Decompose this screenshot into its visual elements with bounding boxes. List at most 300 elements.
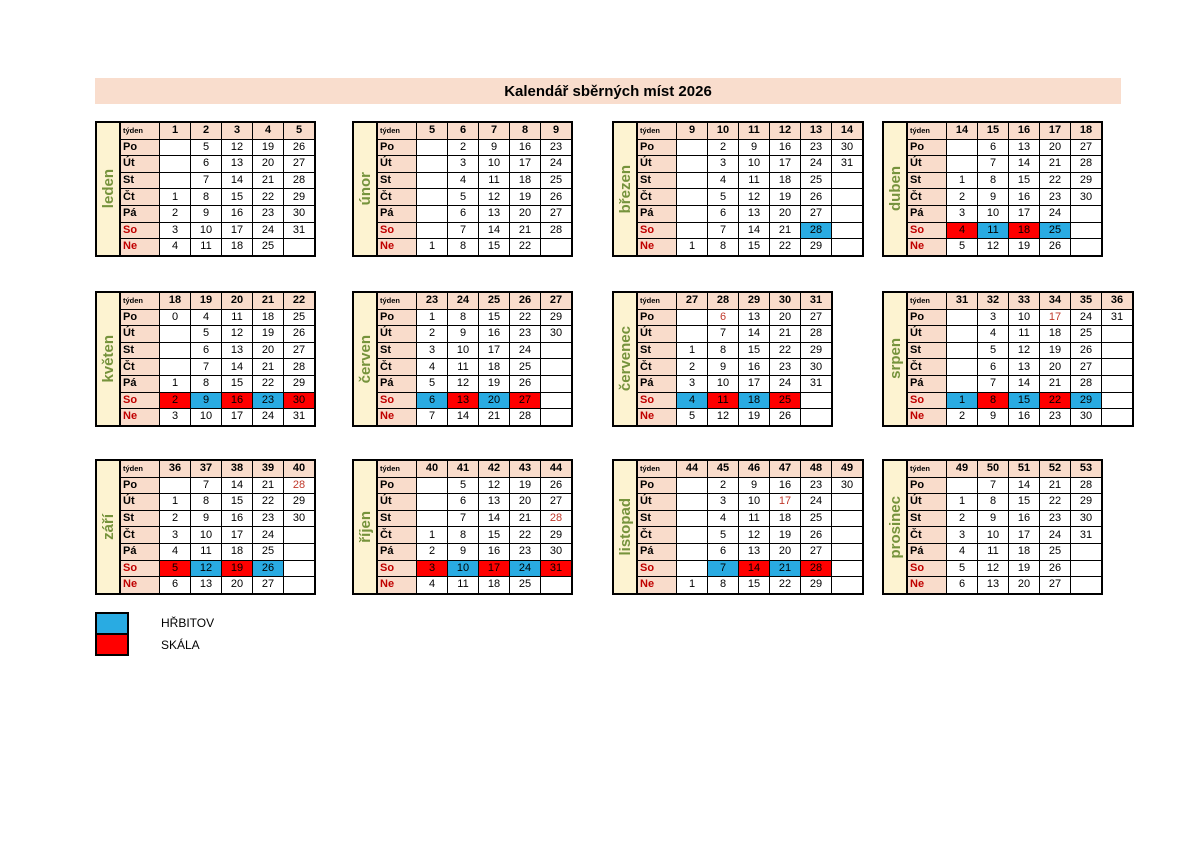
month-table <box>906 121 1103 257</box>
day-cell <box>677 205 708 222</box>
day-row-čt <box>907 527 1102 544</box>
day-cell <box>677 139 708 156</box>
day-cell: 17 <box>1040 309 1071 326</box>
week-number: 23 <box>417 292 448 309</box>
day-cell: 29 <box>284 494 316 511</box>
day-cell: 17 <box>739 375 770 392</box>
day-cell: 15 <box>739 239 770 256</box>
day-label: Po <box>377 477 417 494</box>
day-cell: 16 <box>1009 510 1040 527</box>
day-row-pá <box>637 375 832 392</box>
day-row-po <box>377 139 572 156</box>
day-row-út <box>377 156 572 173</box>
day-cell: 14 <box>1009 477 1040 494</box>
day-cell: 27 <box>541 205 573 222</box>
week-header-label: týden <box>907 460 947 477</box>
day-cell: 14 <box>739 326 770 343</box>
day-row-út <box>377 326 572 343</box>
day-cell: 3 <box>160 222 191 239</box>
day-cell: 16 <box>739 359 770 376</box>
day-cell: 23 <box>801 477 832 494</box>
day-cell: 7 <box>191 359 222 376</box>
day-cell: 29 <box>1071 172 1103 189</box>
week-number: 44 <box>677 460 708 477</box>
day-cell-skala: 3 <box>417 560 448 577</box>
day-label: So <box>377 392 417 409</box>
day-cell: 27 <box>801 543 832 560</box>
day-cell: 3 <box>160 409 191 426</box>
day-cell: 8 <box>448 527 479 544</box>
month-table <box>119 459 316 595</box>
day-cell: 25 <box>1040 543 1071 560</box>
day-label: St <box>377 172 417 189</box>
day-cell: 3 <box>677 375 708 392</box>
day-cell: 7 <box>191 477 222 494</box>
month-name: prosinec <box>886 495 904 559</box>
day-cell-skala: 8 <box>978 392 1009 409</box>
day-cell: 28 <box>1071 477 1103 494</box>
day-cell: 19 <box>253 326 284 343</box>
day-cell: 10 <box>191 409 222 426</box>
day-cell: 4 <box>160 543 191 560</box>
day-cell <box>160 359 191 376</box>
day-cell <box>677 543 708 560</box>
day-label: So <box>637 392 677 409</box>
day-cell: 22 <box>1040 494 1071 511</box>
day-cell: 7 <box>417 409 448 426</box>
week-number: 17 <box>1040 122 1071 139</box>
day-cell: 14 <box>479 222 510 239</box>
day-cell: 24 <box>770 375 801 392</box>
month-name: říjen <box>356 511 374 543</box>
day-cell: 24 <box>541 156 573 173</box>
day-row-pá <box>377 375 572 392</box>
day-cell: 28 <box>801 326 833 343</box>
day-label: So <box>377 222 417 239</box>
day-cell-hrbitov: 20 <box>479 392 510 409</box>
day-label: Pá <box>637 205 677 222</box>
day-row-ne <box>907 577 1102 594</box>
month-name-cell <box>95 121 119 257</box>
week-header-row <box>637 460 863 477</box>
day-cell: 17 <box>222 527 253 544</box>
day-cell <box>160 477 191 494</box>
day-row-po <box>120 309 315 326</box>
month-name-cell <box>612 459 636 595</box>
day-label: Pá <box>377 543 417 560</box>
week-number: 12 <box>770 122 801 139</box>
day-row-čt <box>637 189 863 206</box>
day-row-pá <box>907 205 1102 222</box>
week-number: 31 <box>801 292 833 309</box>
day-row-po <box>377 477 572 494</box>
day-cell <box>1071 222 1103 239</box>
day-row-čt <box>120 527 315 544</box>
day-label: Čt <box>377 359 417 376</box>
week-number: 49 <box>947 460 978 477</box>
day-cell: 5 <box>191 326 222 343</box>
day-cell <box>677 189 708 206</box>
day-cell: 24 <box>801 156 832 173</box>
day-cell: 3 <box>160 527 191 544</box>
day-cell: 21 <box>253 477 284 494</box>
day-row-út <box>120 494 315 511</box>
day-label: Ne <box>377 409 417 426</box>
day-cell: 25 <box>510 359 541 376</box>
day-cell: 15 <box>222 494 253 511</box>
day-cell: 29 <box>284 375 316 392</box>
day-row-so <box>637 392 832 409</box>
day-cell: 7 <box>978 477 1009 494</box>
week-number: 38 <box>222 460 253 477</box>
day-row-so <box>120 222 315 239</box>
week-header-row <box>377 122 572 139</box>
day-label: Po <box>637 139 677 156</box>
day-cell: 2 <box>677 359 708 376</box>
day-cell-skala: 31 <box>541 560 573 577</box>
week-header-label: týden <box>377 460 417 477</box>
day-cell: 28 <box>284 477 316 494</box>
day-cell: 19 <box>770 527 801 544</box>
day-cell: 14 <box>1009 156 1040 173</box>
day-cell: 12 <box>708 409 739 426</box>
day-row-ne <box>907 409 1133 426</box>
day-cell: 18 <box>479 359 510 376</box>
day-cell <box>677 527 708 544</box>
day-cell: 2 <box>417 543 448 560</box>
day-cell <box>160 139 191 156</box>
day-cell <box>417 156 448 173</box>
day-cell: 11 <box>191 543 222 560</box>
day-label: Ne <box>907 239 947 256</box>
day-row-so <box>907 392 1133 409</box>
day-cell <box>284 560 316 577</box>
day-cell <box>832 527 864 544</box>
day-cell: 2 <box>160 205 191 222</box>
day-cell <box>284 239 316 256</box>
day-cell: 7 <box>708 326 739 343</box>
day-label: Po <box>377 139 417 156</box>
day-row-po <box>637 309 832 326</box>
week-number: 22 <box>284 292 316 309</box>
day-cell <box>832 494 864 511</box>
day-cell: 14 <box>448 409 479 426</box>
day-row-út <box>907 494 1102 511</box>
page-title: Kalendář sběrných míst 2026 <box>504 82 712 100</box>
day-label: St <box>907 510 947 527</box>
day-label: Po <box>120 139 160 156</box>
week-number: 44 <box>541 460 573 477</box>
week-header-label: týden <box>377 292 417 309</box>
day-label: Čt <box>907 527 947 544</box>
day-cell: 14 <box>479 510 510 527</box>
day-cell: 2 <box>708 139 739 156</box>
day-label: St <box>637 172 677 189</box>
day-cell: 31 <box>1102 309 1134 326</box>
week-number: 18 <box>160 292 191 309</box>
day-cell <box>677 560 708 577</box>
day-label: So <box>907 222 947 239</box>
day-cell: 19 <box>510 477 541 494</box>
day-cell-hrbitov: 21 <box>770 560 801 577</box>
day-cell: 1 <box>677 577 708 594</box>
week-number: 49 <box>832 460 864 477</box>
day-cell: 7 <box>978 375 1009 392</box>
day-row-st <box>637 172 863 189</box>
day-cell: 5 <box>417 375 448 392</box>
day-cell: 16 <box>479 543 510 560</box>
day-cell <box>417 139 448 156</box>
day-cell: 14 <box>222 359 253 376</box>
day-row-so <box>907 222 1102 239</box>
day-cell: 13 <box>222 156 253 173</box>
day-cell: 1 <box>677 342 708 359</box>
day-cell-hrbitov: 29 <box>1071 392 1102 409</box>
day-cell-skala: 30 <box>284 392 316 409</box>
day-label: Čt <box>120 189 160 206</box>
month-table <box>376 121 573 257</box>
day-label: Pá <box>120 543 160 560</box>
day-label: Čt <box>907 189 947 206</box>
day-label: St <box>637 510 677 527</box>
day-cell: 13 <box>479 205 510 222</box>
day-label: Út <box>377 494 417 511</box>
day-cell <box>1071 560 1103 577</box>
day-cell: 23 <box>1040 409 1071 426</box>
day-cell-hrbitov: 4 <box>677 392 708 409</box>
day-cell <box>417 205 448 222</box>
day-cell: 22 <box>770 342 801 359</box>
day-row-pá <box>120 205 315 222</box>
day-row-út <box>120 326 315 343</box>
day-cell: 10 <box>739 494 770 511</box>
day-cell <box>677 172 708 189</box>
day-row-ne <box>637 409 832 426</box>
day-cell: 15 <box>739 342 770 359</box>
day-cell: 22 <box>1040 172 1071 189</box>
week-number: 9 <box>677 122 708 139</box>
week-number: 6 <box>448 122 479 139</box>
day-cell: 30 <box>541 543 573 560</box>
day-cell: 6 <box>448 205 479 222</box>
day-label: St <box>637 342 677 359</box>
day-cell <box>284 577 316 594</box>
day-cell: 24 <box>1040 527 1071 544</box>
day-cell: 27 <box>801 309 833 326</box>
day-row-ne <box>120 577 315 594</box>
day-cell: 1 <box>417 527 448 544</box>
day-cell: 26 <box>1040 560 1071 577</box>
week-header-row <box>637 292 832 309</box>
week-number: 19 <box>191 292 222 309</box>
day-row-so <box>637 222 863 239</box>
day-cell: 1 <box>160 494 191 511</box>
day-cell: 8 <box>708 342 739 359</box>
day-cell: 12 <box>978 239 1009 256</box>
day-cell <box>947 342 978 359</box>
week-number: 14 <box>947 122 978 139</box>
day-cell: 2 <box>947 510 978 527</box>
day-cell: 16 <box>770 477 801 494</box>
week-number: 4 <box>253 122 284 139</box>
day-label: Po <box>637 309 677 326</box>
day-row-st <box>637 342 832 359</box>
day-cell: 16 <box>770 139 801 156</box>
day-cell: 29 <box>541 309 573 326</box>
day-cell: 11 <box>978 543 1009 560</box>
day-cell: 17 <box>1009 205 1040 222</box>
month-name: duben <box>886 166 904 212</box>
day-cell <box>417 477 448 494</box>
day-cell: 8 <box>191 375 222 392</box>
day-cell: 23 <box>1040 189 1071 206</box>
day-label: So <box>377 560 417 577</box>
day-cell-hrbitov: 11 <box>978 222 1009 239</box>
day-cell: 16 <box>479 326 510 343</box>
day-label: So <box>637 560 677 577</box>
week-number: 1 <box>160 122 191 139</box>
day-cell: 17 <box>770 156 801 173</box>
day-cell: 20 <box>510 494 541 511</box>
week-number: 15 <box>978 122 1009 139</box>
day-row-po <box>907 139 1102 156</box>
week-number: 27 <box>541 292 573 309</box>
day-cell: 24 <box>253 409 284 426</box>
day-cell <box>801 409 833 426</box>
day-cell <box>541 577 573 594</box>
day-row-st <box>637 510 863 527</box>
month-červenec <box>612 291 833 427</box>
day-cell: 17 <box>222 222 253 239</box>
day-cell <box>677 222 708 239</box>
day-cell: 21 <box>770 222 801 239</box>
day-cell: 4 <box>417 577 448 594</box>
day-cell: 9 <box>978 510 1009 527</box>
day-cell <box>677 326 708 343</box>
day-cell: 20 <box>1040 139 1071 156</box>
month-name: březen <box>616 164 634 214</box>
day-row-ne <box>377 577 572 594</box>
day-label: Pá <box>907 375 947 392</box>
day-cell <box>677 510 708 527</box>
day-label: Pá <box>637 543 677 560</box>
week-number: 14 <box>832 122 864 139</box>
day-cell: 6 <box>978 359 1009 376</box>
week-number: 52 <box>1040 460 1071 477</box>
day-cell: 2 <box>448 139 479 156</box>
day-row-st <box>377 510 572 527</box>
day-cell <box>160 326 191 343</box>
day-cell: 25 <box>284 309 316 326</box>
day-row-so <box>637 560 863 577</box>
day-row-po <box>377 309 572 326</box>
day-cell: 26 <box>770 409 801 426</box>
day-cell: 6 <box>448 494 479 511</box>
day-label: Čt <box>637 527 677 544</box>
day-cell: 6 <box>708 205 739 222</box>
day-cell: 5 <box>708 189 739 206</box>
day-cell: 27 <box>801 205 832 222</box>
week-number: 13 <box>801 122 832 139</box>
day-cell: 18 <box>479 577 510 594</box>
day-cell: 26 <box>510 375 541 392</box>
day-row-út <box>637 156 863 173</box>
day-cell: 1 <box>160 375 191 392</box>
day-cell: 15 <box>1009 494 1040 511</box>
week-header-row <box>377 460 572 477</box>
day-cell <box>541 375 573 392</box>
day-label: Ne <box>377 239 417 256</box>
day-cell: 7 <box>978 156 1009 173</box>
month-table <box>636 121 864 257</box>
day-row-čt <box>637 359 832 376</box>
day-cell: 26 <box>541 477 573 494</box>
day-cell <box>417 222 448 239</box>
day-label: Po <box>907 139 947 156</box>
day-cell <box>801 392 833 409</box>
day-cell: 23 <box>510 543 541 560</box>
month-table <box>119 291 316 427</box>
day-cell <box>947 139 978 156</box>
day-row-čt <box>377 359 572 376</box>
month-name-cell <box>95 291 119 427</box>
day-cell: 18 <box>253 309 284 326</box>
day-label: Út <box>907 494 947 511</box>
day-cell-hrbitov: 18 <box>739 392 770 409</box>
day-cell: 26 <box>541 189 573 206</box>
day-row-po <box>637 477 863 494</box>
day-cell: 18 <box>510 172 541 189</box>
day-row-so <box>377 222 572 239</box>
day-row-čt <box>120 189 315 206</box>
day-cell: 2 <box>160 510 191 527</box>
day-cell: 5 <box>191 139 222 156</box>
day-cell: 10 <box>739 156 770 173</box>
day-cell: 6 <box>191 156 222 173</box>
day-cell: 28 <box>510 409 541 426</box>
day-label: So <box>907 560 947 577</box>
day-cell: 20 <box>253 156 284 173</box>
day-row-pá <box>637 543 863 560</box>
day-cell: 30 <box>1071 409 1102 426</box>
day-cell: 8 <box>448 309 479 326</box>
day-cell: 7 <box>708 222 739 239</box>
day-cell: 24 <box>253 527 284 544</box>
day-cell: 19 <box>1040 342 1071 359</box>
day-cell-skala: 19 <box>222 560 253 577</box>
week-number: 27 <box>677 292 708 309</box>
month-name: září <box>99 513 117 540</box>
day-cell-skala: 28 <box>801 560 832 577</box>
day-cell: 28 <box>1071 156 1103 173</box>
day-label: Čt <box>377 527 417 544</box>
day-cell: 24 <box>1071 309 1102 326</box>
day-row-pá <box>120 375 315 392</box>
hrbitov-color-swatch <box>95 612 129 634</box>
month-name-cell <box>352 291 376 427</box>
day-cell <box>1102 392 1134 409</box>
day-cell: 15 <box>479 527 510 544</box>
day-cell: 19 <box>479 375 510 392</box>
day-cell: 13 <box>978 577 1009 594</box>
day-row-st <box>377 342 572 359</box>
day-label: St <box>377 342 417 359</box>
day-cell: 7 <box>448 222 479 239</box>
day-cell: 10 <box>479 156 510 173</box>
legend-item-hrbitov <box>95 612 214 634</box>
day-label: Út <box>637 156 677 173</box>
week-number: 33 <box>1009 292 1040 309</box>
